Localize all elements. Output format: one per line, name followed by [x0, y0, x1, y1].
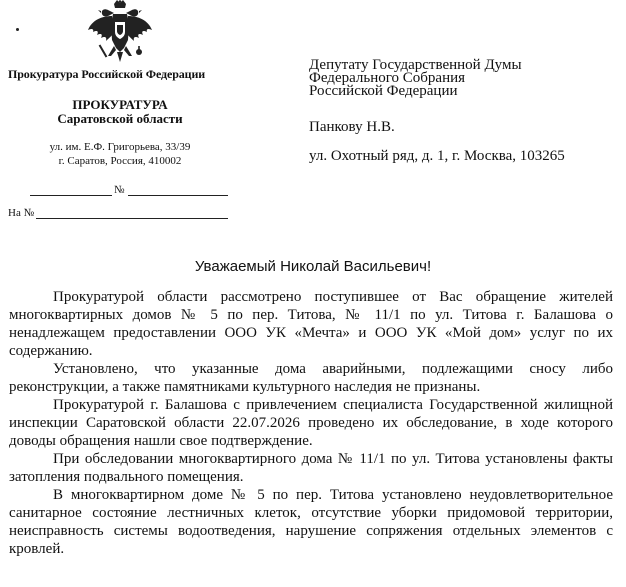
scan-speck — [16, 28, 19, 31]
body-paragraph: Прокуратурой области рассмотрено поступившее от Вас обращение жителей многоквартирных домов № 5 по пер. Титова, № 11/1 по ул. Титова г. Балашова о ненадлежащем предоставлении ООО УК «Мечта» и ООО УК «Мой дом» услуг по их содержанию. — [9, 289, 613, 359]
office-subtitle: Саратовской области — [57, 111, 183, 126]
recipient-name: Панкову Н.В. — [309, 119, 395, 135]
body-paragraph: В многоквартирном доме № 5 по пер. Титова установлено неудовлетворительное санитарное состояние лестничных клеток, отсутствие уборки придомовой территории, неисправность системы водоотведения, нарушение сопряжения отдельных элементов с кровлей. — [9, 487, 613, 557]
organization-name: Прокуратура Российской Федерации — [8, 67, 206, 81]
office-address-street: ул. им. Е.Ф. Григорьева, 33/39 — [49, 141, 191, 153]
recipient-line: Федерального Собрания — [309, 70, 466, 86]
recipient-address: ул. Охотный ряд, д. 1, г. Москва, 103265 — [309, 148, 565, 164]
coat-of-arms-emblem — [84, 0, 156, 72]
date-blank-line — [30, 195, 112, 196]
reply-reference-label: На № — [8, 207, 35, 219]
recipient-position — [309, 59, 619, 98]
recipient-line: Депутату Государственной Думы — [309, 57, 522, 73]
salutation: Уважаемый Николай Васильевич! — [194, 258, 432, 275]
reply-reference-blank-line — [36, 218, 228, 219]
office-address-city: г. Саратов, Россия, 410002 — [58, 155, 182, 167]
outgoing-number-label: № — [114, 184, 125, 196]
office-title: ПРОКУРАТУРА — [72, 97, 168, 112]
recipient-line: Российской Федерации — [309, 83, 458, 99]
outgoing-number-blank-line — [128, 195, 228, 196]
body-paragraph: Прокуратурой г. Балашова с привлечением специалиста Государственной жилищной инспекции Саратовской области 22.07.2026 проведено их обследование, в ходе которого доводы обращения нашли свое подтверждение. — [9, 397, 613, 449]
body-paragraph: При обследовании многоквартирного дома № 11/1 по ул. Титова установлены факты затопления подвального помещения. — [9, 451, 613, 485]
body-paragraph: Установлено, что указанные дома аварийными, подлежащими сносу либо реконструкции, а также памятниками культурного наследия не признаны. — [9, 361, 613, 395]
letter-body — [9, 288, 613, 558]
